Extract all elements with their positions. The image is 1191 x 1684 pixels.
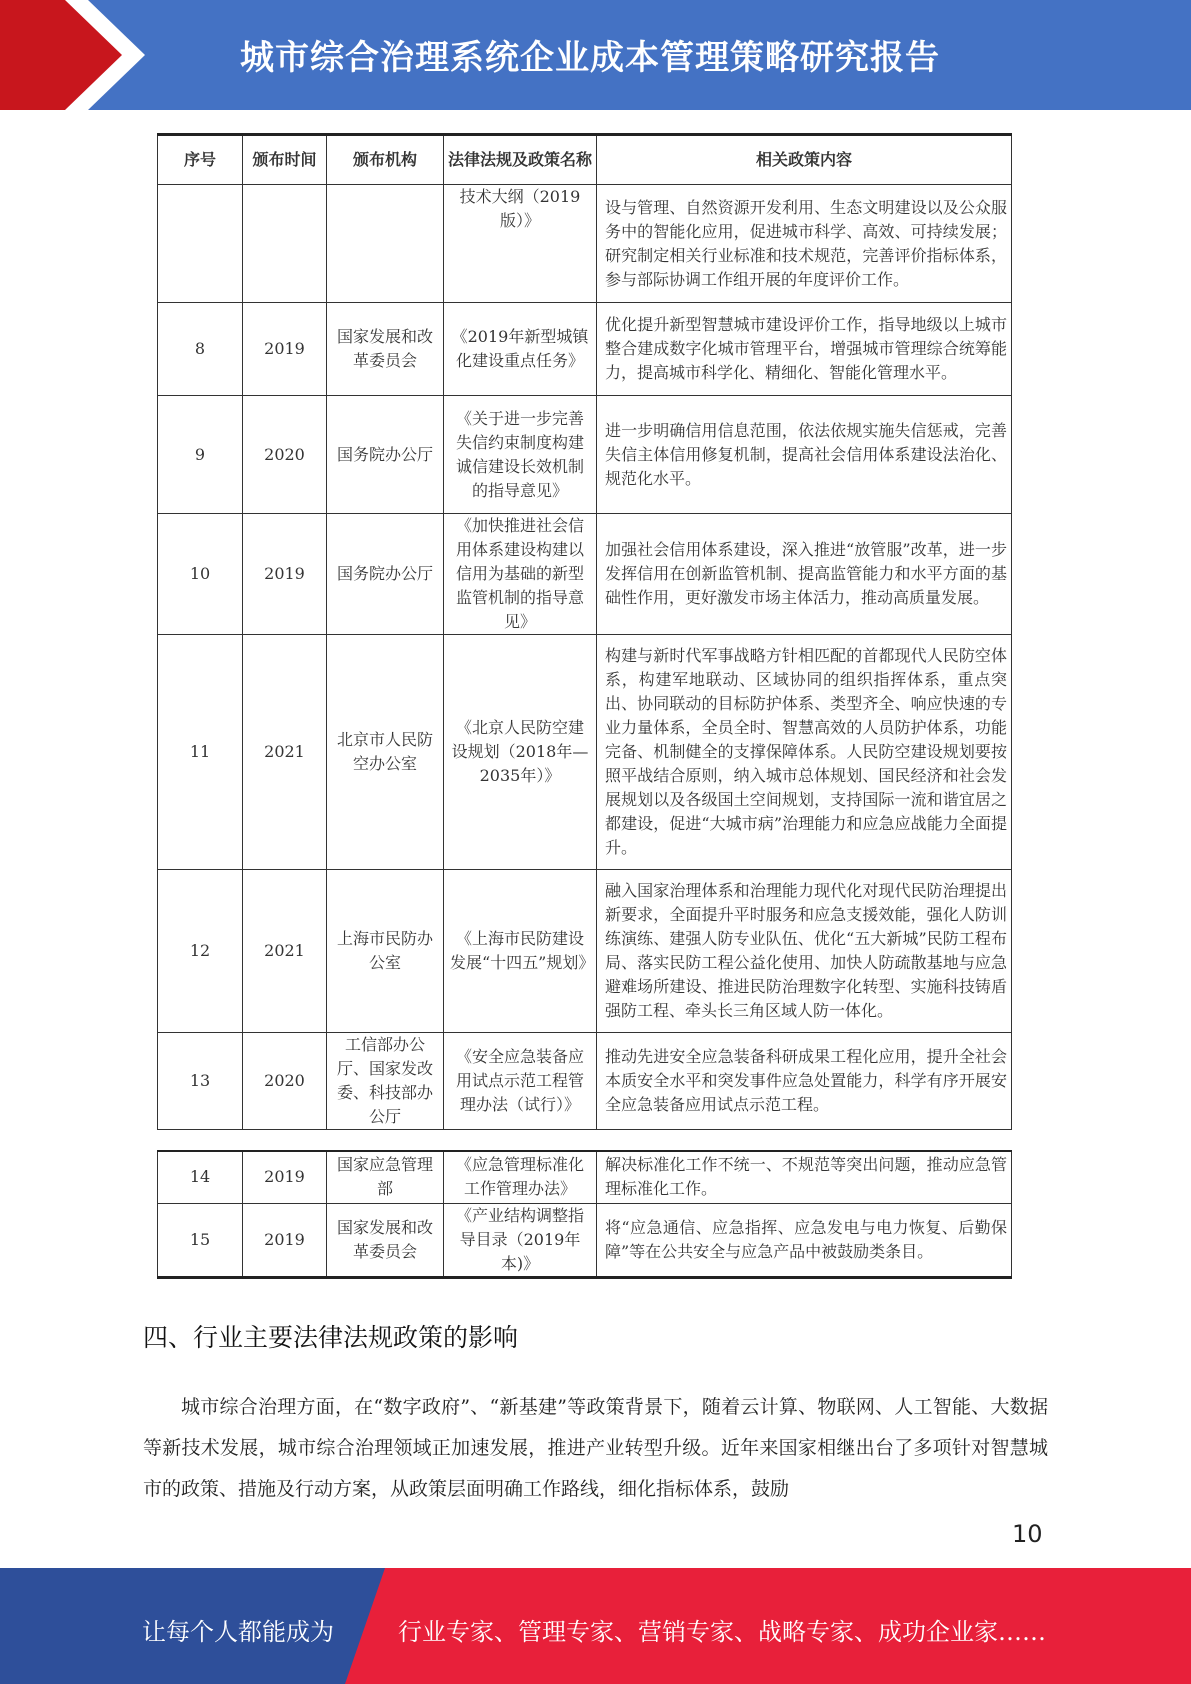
cell-name: 《北京人民防空建设规划（2018年—2035年）》 bbox=[444, 635, 597, 870]
cell-content: 融入国家治理体系和治理能力现代化对现代民防治理提出新要求，全面提升平时服务和应急支援效能，强化人防训练演练、建强人防专业队伍、优化“五大新城”民防工程布局、落实民防工程公益化使用、加快人防疏散基地与应急避难场所建设、推进民防治理数字化转型、实施科技铸盾强防工程、牵头长三角区域人防一体化。 bbox=[597, 870, 1012, 1033]
cell-content: 将“应急通信、应急指挥、应急发电与电力恢复、后勤保障”等在公共安全与应急产品中被鼓励类条目。 bbox=[597, 1203, 1012, 1277]
page-header bbox=[0, 0, 1191, 110]
page-footer bbox=[0, 1568, 1191, 1684]
cell-name: 《加快推进社会信用体系建设构建以信用为基础的新型监管机制的指导意见》 bbox=[444, 514, 597, 635]
cell-no: 8 bbox=[158, 303, 243, 396]
table-row bbox=[158, 1033, 1012, 1130]
cell-content: 推动先进安全应急装备科研成果工程化应用，提升全社会本质安全水平和突发事件应急处置能力，科学有序开展安全应急装备应用试点示范工程。 bbox=[597, 1033, 1012, 1130]
cell-agency: 国家发展和改革委员会 bbox=[327, 1203, 444, 1277]
cell-year: 2019 bbox=[243, 514, 327, 635]
report-title: 城市综合治理系统企业成本管理策略研究报告 bbox=[240, 38, 940, 78]
cell-content: 优化提升新型智慧城市建设评价工作，指导地级以上城市整合建成数字化城市管理平台，增强城市管理综合统筹能力，提高城市科学化、精细化、智能化管理水平。 bbox=[597, 303, 1012, 396]
cell-year: 2021 bbox=[243, 870, 327, 1033]
cell-agency bbox=[327, 185, 444, 303]
table-row bbox=[158, 396, 1012, 514]
col-header-agency: 颁布机构 bbox=[327, 135, 444, 185]
cell-content: 进一步明确信用信息范围，依法依规实施失信惩戒，完善失信主体信用修复机制，提高社会信用体系建设法治化、规范化水平。 bbox=[597, 396, 1012, 514]
cell-name: 《安全应急装备应用试点示范工程管理办法（试行）》 bbox=[444, 1033, 597, 1130]
footer-slogan-right: 行业专家、管理专家、营销专家、战略专家、成功企业家…… bbox=[398, 1618, 1046, 1646]
cell-content: 构建与新时代军事战略方针相匹配的首都现代人民防空体系，构建军地联动、区域协同的组织指挥体系，重点突出、协同联动的目标防护体系、类型齐全、响应快速的专业力量体系，全员全时、智慧高效的人员防护体系，功能完备、机制健全的支撑保障体系。人民防空建设规划要按照平战结合原则，纳入城市总体规划、国民经济和社会发展规划以及各级国土空间规划，支持国际一流和谐宜居之都建设，促进“大城市病”治理能力和应急应战能力全面提升。 bbox=[597, 635, 1012, 870]
cell-name: 《关于进一步完善失信约束制度构建诚信建设长效机制的指导意见》 bbox=[444, 396, 597, 514]
cell-no: 11 bbox=[158, 635, 243, 870]
table-row bbox=[158, 303, 1012, 396]
col-header-content: 相关政策内容 bbox=[597, 135, 1012, 185]
table-header-row bbox=[158, 135, 1012, 185]
col-header-year: 颁布时间 bbox=[243, 135, 327, 185]
table-row bbox=[158, 185, 1012, 303]
col-header-name: 法律法规及政策名称 bbox=[444, 135, 597, 185]
table-row bbox=[158, 870, 1012, 1033]
table-row bbox=[158, 1203, 1012, 1277]
cell-name: 技术大纲（2019版）》 bbox=[444, 185, 597, 303]
cell-agency: 国家发展和改革委员会 bbox=[327, 303, 444, 396]
cell-agency: 国家应急管理部 bbox=[327, 1151, 444, 1203]
cell-agency: 国务院办公厅 bbox=[327, 514, 444, 635]
cell-name: 《产业结构调整指导目录（2019年本)》 bbox=[444, 1203, 597, 1277]
policy-table-continued bbox=[157, 1150, 1012, 1279]
cell-no bbox=[158, 185, 243, 303]
cell-agency: 上海市民防办公室 bbox=[327, 870, 444, 1033]
col-header-no: 序号 bbox=[158, 135, 243, 185]
table-row bbox=[158, 514, 1012, 635]
cell-name: 《应急管理标准化工作管理办法》 bbox=[444, 1151, 597, 1203]
cell-year bbox=[243, 185, 327, 303]
cell-no: 10 bbox=[158, 514, 243, 635]
cell-agency: 北京市人民防空办公室 bbox=[327, 635, 444, 870]
cell-content: 解决标准化工作不统一、不规范等突出问题，推动应急管理标准化工作。 bbox=[597, 1151, 1012, 1203]
cell-year: 2021 bbox=[243, 635, 327, 870]
cell-no: 14 bbox=[158, 1151, 243, 1203]
section-heading: 四、行业主要法律法规政策的影响 bbox=[143, 1323, 519, 1352]
cell-agency: 国务院办公厅 bbox=[327, 396, 444, 514]
cell-content: 设与管理、自然资源开发利用、生态文明建设以及公众服务中的智能化应用，促进城市科学、高效、可持续发展；研究制定相关行业标准和技术规范，完善评价指标体系，参与部际协调工作组开展的年度评价工作。 bbox=[597, 185, 1012, 303]
cell-name: 《上海市民防建设发展“十四五”规划》 bbox=[444, 870, 597, 1033]
cell-year: 2019 bbox=[243, 303, 327, 396]
policy-table bbox=[157, 133, 1012, 1279]
table-row bbox=[158, 635, 1012, 870]
page-number: 10 bbox=[1012, 1520, 1043, 1548]
cell-no: 15 bbox=[158, 1203, 243, 1277]
cell-no: 12 bbox=[158, 870, 243, 1033]
cell-year: 2019 bbox=[243, 1151, 327, 1203]
table-row bbox=[158, 1151, 1012, 1203]
cell-year: 2019 bbox=[243, 1203, 327, 1277]
cell-year: 2020 bbox=[243, 396, 327, 514]
footer-slogan-left: 让每个人都能成为 bbox=[142, 1618, 334, 1646]
section-paragraph: 城市综合治理方面，在“数字政府”、“新基建”等政策背景下，随着云计算、物联网、人工智能、大数据等新技术发展，城市综合治理领域正加速发展，推进产业转型升级。近年来国家相继出台了多项针对智慧城市的政策、措施及行动方案，从政策层面明确工作路线，细化指标体系，鼓励 bbox=[143, 1396, 1048, 1500]
cell-agency: 工信部办公厅、国家发改委、科技部办公厅 bbox=[327, 1033, 444, 1130]
cell-no: 13 bbox=[158, 1033, 243, 1130]
policy-table-main bbox=[157, 133, 1012, 1130]
cell-name: 《2019年新型城镇化建设重点任务》 bbox=[444, 303, 597, 396]
cell-no: 9 bbox=[158, 396, 243, 514]
cell-year: 2020 bbox=[243, 1033, 327, 1130]
cell-content: 加强社会信用体系建设，深入推进“放管服”改革，进一步发挥信用在创新监管机制、提高监管能力和水平方面的基础性作用，更好激发市场主体活力，推动高质量发展。 bbox=[597, 514, 1012, 635]
